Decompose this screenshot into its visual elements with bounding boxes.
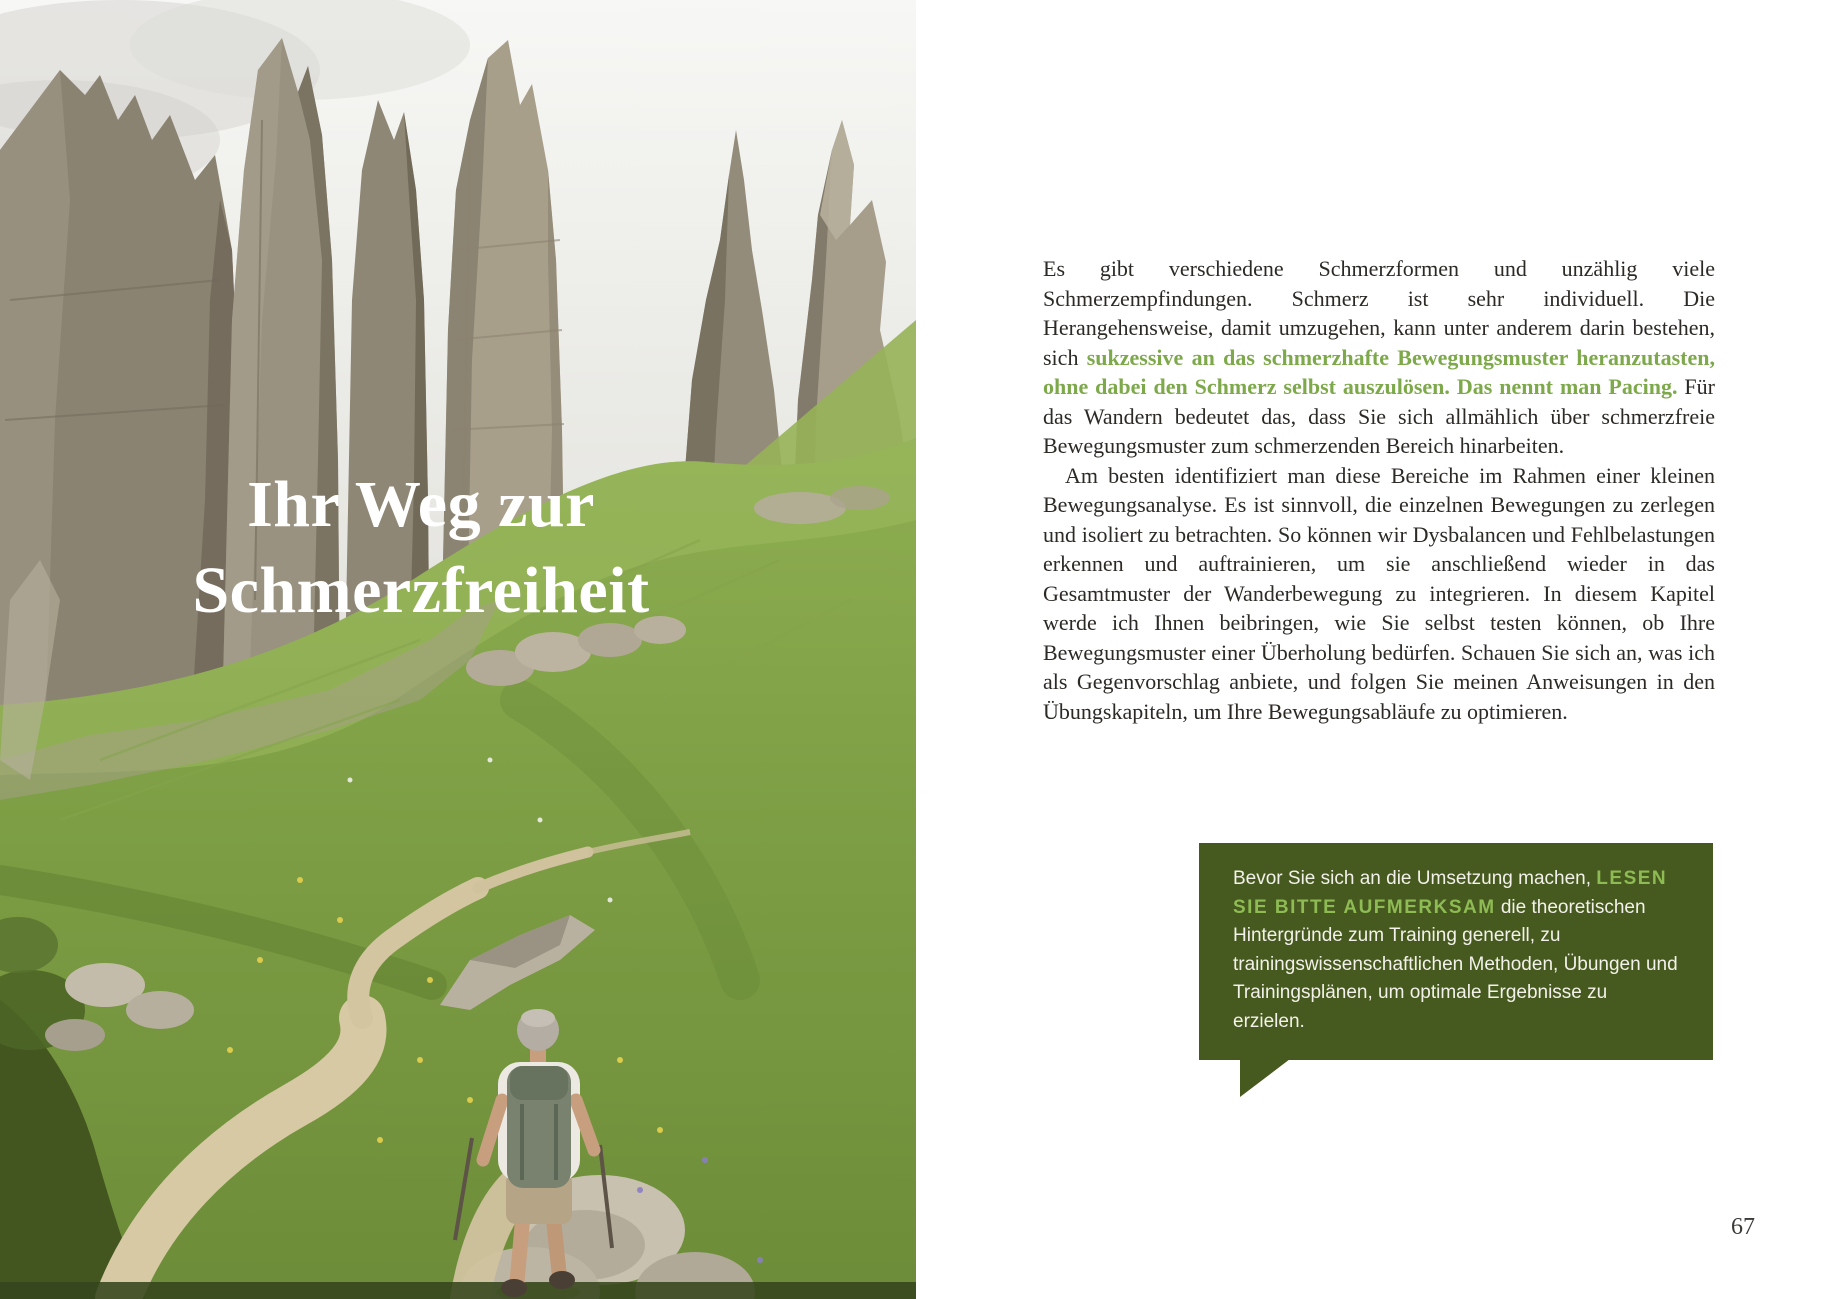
foreground-shadow-strip [0, 1282, 916, 1299]
chapter-title-line1: Ihr Weg zur [247, 468, 595, 541]
text-page [916, 0, 1831, 1299]
chapter-title-line2: Schmerzfreiheit [192, 554, 650, 627]
paragraph-1 [1043, 254, 1715, 461]
callout-text [1233, 868, 1678, 1032]
callout-speech-bubble [1199, 843, 1713, 1060]
body-copy [1043, 254, 1715, 726]
page-number: 67 [1731, 1214, 1755, 1240]
accent-text-segment: sukzessive an das schmerzhafte Bewegungsmuster heranzutasten, ohne dabei den Schmerz selbst auszulösen. Das nennt man Pacing. [1043, 344, 1715, 399]
speech-bubble-tail [1240, 1059, 1290, 1097]
text-segment: die theoretischen Hintergründe zum Training generell, zu trainingswissenschaftlichen Methoden, Übungen und Trainingsplänen, um optimale Ergebnisse zu erzielen. [1233, 896, 1678, 1032]
text-segment: Für das Wandern bedeutet das, dass Sie sich allmählich über schmerzfreie Bewegungsmuster zum schmerzenden Bereich hinarbeiten. [1043, 374, 1715, 458]
text-segment: Es gibt verschiedene Schmerzformen und unzählig viele Schmerzempfindungen. Schmerz ist sehr individuell. Die Herangehensweise, damit umzugehen, kann unter anderem darin bestehen, sich [1043, 256, 1715, 370]
chapter-title [0, 462, 842, 634]
highlight-text-segment: LESEN SIE BITTE AUFMERKSAM [1233, 868, 1668, 918]
text-segment: Bevor Sie sich an die Umsetzung machen, [1233, 868, 1597, 889]
paragraph-2: Am besten identifiziert man diese Bereiche im Rahmen einer kleinen Bewegungsanalyse. Es ist sinnvoll, die einzelnen Bewegungen zu zerlegen und isoliert zu betrachten. So können wir Dysbalancen und Fehlbelastungen erkennen und auftrainieren, um sie anschließend wieder in das Gesamtmuster der Wanderbewegung zu integrieren. In diesem Kapitel werde ich Ihnen beibringen, wie Sie selbst testen können, ob Ihre Bewegungsmuster einer Überholung bedürfen. Schauen Sie sich an, was ich als Gegenvorschlag anbiete, und folgen Sie meinen Anweisungen in den Übungskapiteln, um Ihre Bewegungsabläufe zu optimieren. [1043, 462, 1715, 724]
